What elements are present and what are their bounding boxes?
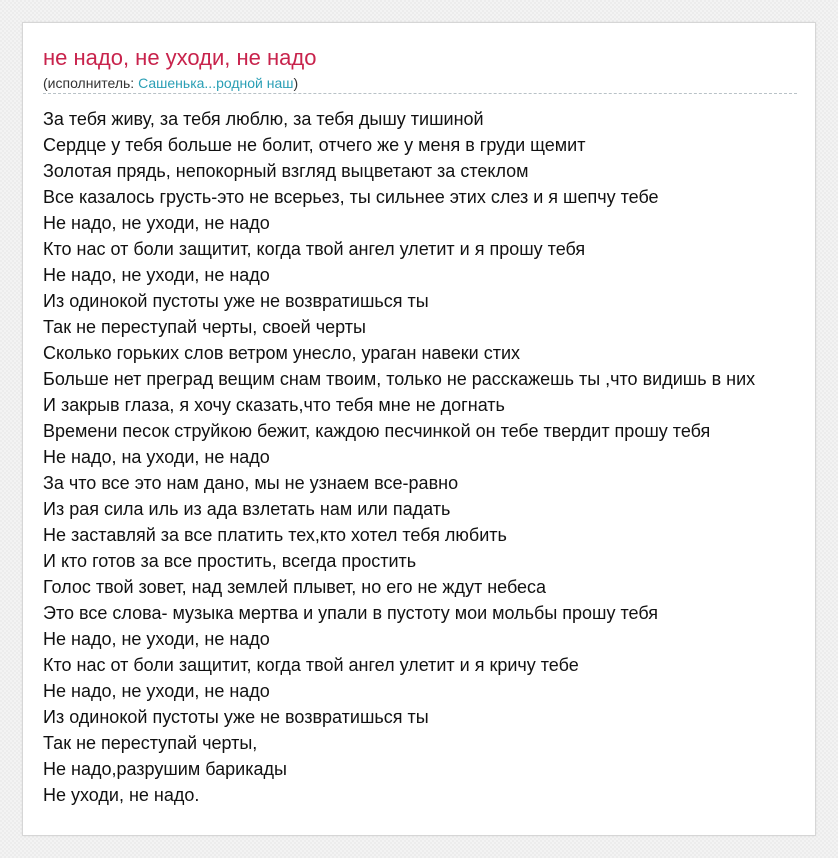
lyrics-card [22,22,816,836]
lyric-line: Из одинокой пустоты уже не возвратишься ты [43,707,429,727]
artist-prefix: (исполнитель: [43,75,139,91]
lyric-line: Золотая прядь, непокорный взгляд выцветают за стеклом [43,161,529,181]
lyric-line: Сколько горьких слов ветром унесло, ураган навеки стих [43,343,521,363]
artist-link[interactable]: Сашенька...родной наш [138,75,294,91]
lyric-line: Это все слова- музыка мертва и упали в пустоту мои мольбы прошу тебя [43,603,658,623]
lyric-line: Не надо, не уходи, не надо [43,213,270,233]
lyric-line: Не надо,разрушим барикады [43,759,287,779]
lyric-line: За что все это нам дано, мы не узнаем все-равно [43,473,459,493]
lyric-line: Не надо, не уходи, не надо [43,629,270,649]
artist-suffix: ) [293,75,299,91]
lyric-line: Кто нас от боли защитит, когда твой ангел улетит и я прошу тебя [43,239,586,259]
lyric-line: Так не переступай черты, [43,733,258,753]
lyrics-text [43,106,838,808]
lyric-line: Больше нет преград вещим снам твоим, только не расскажешь ты ,что видишь в них [43,369,756,389]
lyric-line: Из одинокой пустоты уже не возвратишься ты [43,291,429,311]
lyric-line: Так не переступай черты, своей черты [43,317,366,337]
song-title: не надо, не уходи, не надо [43,45,317,70]
artist-line [43,74,298,92]
lyric-line: Не уходи, не надо. [43,785,200,805]
lyric-line: Голос твой зовет, над землей плывет, но его не ждут небеса [43,577,547,597]
lyric-line: Времени песок струйкою бежит, каждою песчинкой он тебе твердит прошу тебя [43,421,711,441]
lyric-line: И кто готов за все простить, всегда простить [43,551,417,571]
title-divider [43,93,797,94]
lyric-line: И закрыв глаза, я хочу сказать,что тебя мне не догнать [43,395,505,415]
lyric-line: За тебя живу, за тебя люблю, за тебя дышу тишиной [43,109,484,129]
lyric-line: Кто нас от боли защитит, когда твой ангел улетит и я кричу тебе [43,655,579,675]
lyric-line: Из рая сила иль из ада взлетать нам или падать [43,499,451,519]
lyric-line: Сердце у тебя больше не болит, отчего же у меня в груди щемит [43,135,586,155]
lyric-line: Все казалось грусть-это не всерьез, ты сильнее этих слез и я шепчу тебе [43,187,659,207]
lyric-line: Не заставляй за все платить тех,кто хотел тебя любить [43,525,507,545]
lyric-line: Не надо, не уходи, не надо [43,681,270,701]
lyric-line: Не надо, на уходи, не надо [43,447,270,467]
lyric-line: Не надо, не уходи, не надо [43,265,270,285]
